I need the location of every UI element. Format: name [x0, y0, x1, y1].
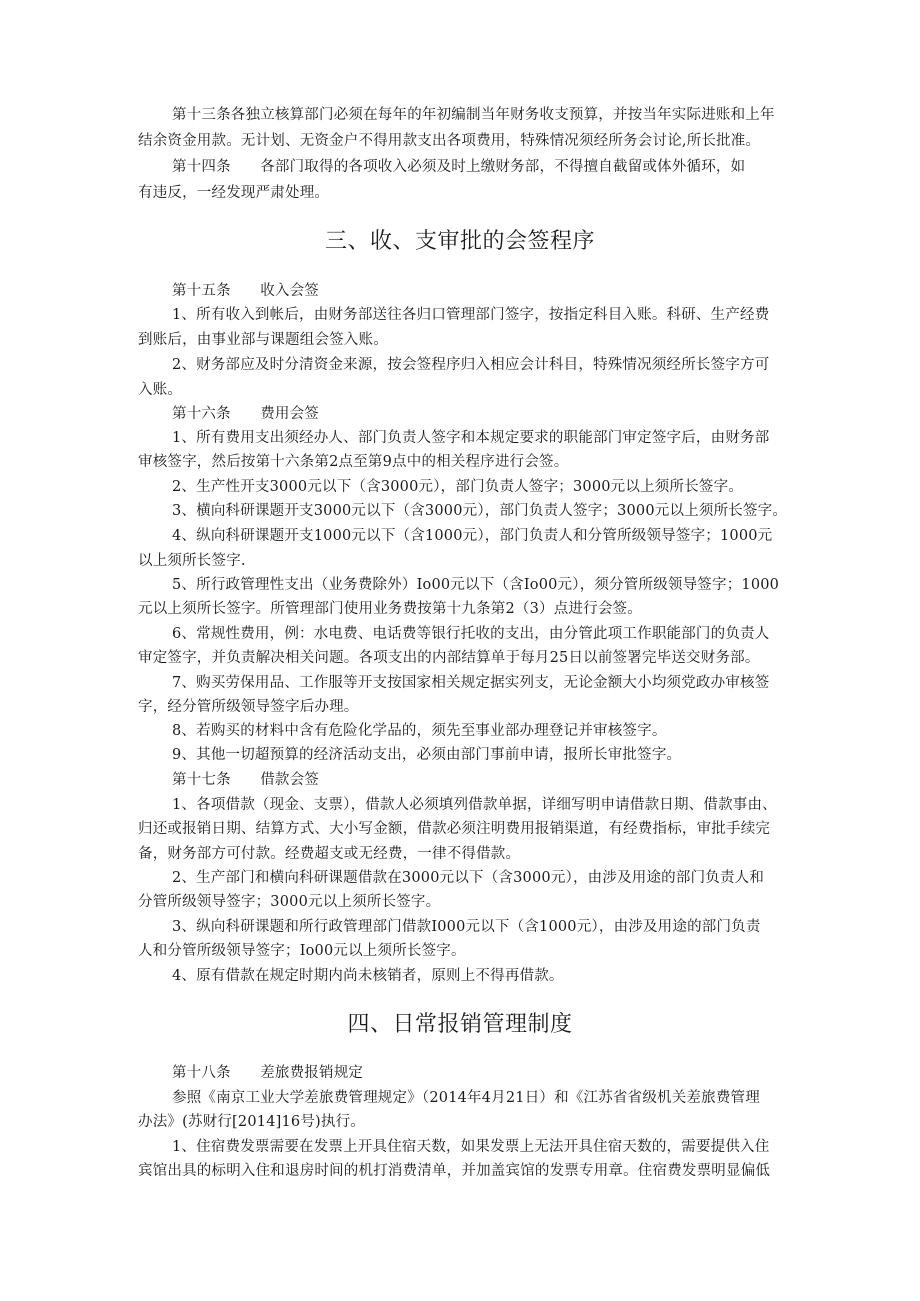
paragraph-line: 3、纵向科研课题和所行政管理部门借款I000元以下（含1000元），由涉及用途的部门负责 — [172, 919, 761, 935]
paragraph-line: 2、生产部门和横向科研课题借款在3000元以下（含3000元），由涉及用途的部门负责人和 — [172, 870, 765, 886]
paragraph-line: 宾馆出具的标明入住和退房时间的机打消费清单，并加盖宾馆的发票专用章。住宿费发票明显偏低 — [138, 1163, 771, 1179]
paragraph-line: 审定签字，并负责解决相关问题。各项支出的内部结算单于每月25日以前签署完毕送交财务部。 — [138, 650, 760, 666]
paragraph-line: 入账。 — [138, 382, 183, 398]
paragraph-line: 1、各项借款（现金、支票），借款人必须填列借款单据，详细写明申请借款日期、借款事由、 — [172, 797, 777, 813]
paragraph-line: 有违反，一经发现严肃处理。 — [138, 185, 330, 201]
paragraph-line: 备，财务部方可付款。经费超支或无经费，一律不得借款。 — [138, 846, 521, 862]
paragraph-line: 分管所级领导签字；3000元以上须所长签字。 — [138, 894, 441, 910]
paragraph-line: 元以上须所长签字。所管理部门使用业务费按第十九条第2（3）点进行会签。 — [138, 601, 642, 617]
paragraph-line: 归还或报销日期、结算方式、大小写金额，借款必须注明费用报销渠道，有经费指标，审批手续完 — [138, 821, 771, 837]
paragraph-line: 人和分管所级领导签字；Io00元以上须所长签字。 — [138, 943, 466, 959]
paragraph-line: 办法》(苏财行[2014]16号)执行。 — [138, 1114, 365, 1130]
paragraph-line: 1、所有费用支出须经办人、部门负责人签字和本规定要求的职能部门审定签字后，由财务部 — [172, 430, 770, 446]
paragraph-line: 9、其他一切超预算的经济活动支出，必须由部门事前申请，报所长审批签字。 — [172, 747, 682, 763]
article-title: 第十八条 差旅费报销规定 — [172, 1065, 364, 1081]
paragraph-line: 参照《南京工业大学差旅费管理规定》（2014年4月21日）和《江苏省省级机关差旅费管理 — [172, 1090, 760, 1106]
paragraph-line: 审核签字，然后按第十六条第2点至第9点中的相关程序进行会签。 — [138, 454, 569, 470]
paragraph-line: 到账后，由事业部与课题组会签入账。 — [138, 332, 388, 348]
paragraph-line: 3、横向科研课题开支3000元以下（含3000元），部门负责人签字；3000元以上须所长签字。 — [172, 503, 788, 519]
paragraph-line: 5、所行政管理性支出（业务费除外）Io00元以下（含Io00元），须分管所级领导签字；1000 — [172, 577, 780, 593]
section-heading-4: 四、日常报销管理制度 — [347, 1012, 573, 1037]
article-title: 第十七条 借款会签 — [172, 772, 319, 788]
paragraph-line: 7、购买劳保用品、工作服等开支按国家相关规定据实列支，无论金额大小均须党政办审核签 — [172, 675, 770, 691]
paragraph-line: 以上须所长签字. — [138, 553, 246, 569]
paragraph-line: 1、所有收入到帐后，由财务部送往各归口管理部门签字，按指定科目入账。科研、生产经费 — [172, 307, 770, 323]
paragraph-line: 4、纵向科研课题开支1000元以下（含1000元），部门负责人和分管所级领导签字；1000元 — [172, 528, 773, 544]
section-heading-3: 三、收、支审批的会签程序 — [324, 229, 595, 254]
article-title: 第十六条 费用会签 — [172, 406, 319, 422]
paragraph-line: 第十三条各独立核算部门必须在每年的年初编制当年财务收支预算，并按当年实际进账和上年 — [172, 107, 775, 123]
paragraph-line: 第十四条 各部门取得的各项收入必须及时上缴财务部，不得擅自截留或体外循环，如 — [172, 159, 746, 175]
paragraph-line: 8、若购买的材料中含有危险化学品的，须先至事业部办理登记并审核签字。 — [172, 723, 667, 739]
paragraph-line: 2、财务部应及时分清资金来源，按会签程序归入相应会计科目，特殊情况须经所长签字方可 — [172, 357, 770, 373]
paragraph-line: 字，经分管所级领导签字后办理。 — [138, 699, 359, 715]
paragraph-line: 1、住宿费发票需要在发票上开具住宿天数，如果发票上无法开具住宿天数的，需要提供入住 — [172, 1139, 770, 1155]
article-title: 第十五条 收入会签 — [172, 283, 319, 299]
paragraph-line: 4、原有借款在规定时期内尚未核销者，原则上不得再借款。 — [172, 968, 564, 984]
paragraph-line: 2、生产性开支3000元以下（含3000元），部门负责人签字；3000元以上须所长签字。 — [172, 479, 743, 495]
paragraph-line: 结余资金用款。无计划、无资金户不得用款支出各项费用，特殊情况须经所务会讨论,所长批准。 — [138, 133, 761, 149]
paragraph-line: 6、常规性费用，例：水电费、电话费等银行托收的支出，由分管此项工作职能部门的负责人 — [172, 626, 770, 642]
